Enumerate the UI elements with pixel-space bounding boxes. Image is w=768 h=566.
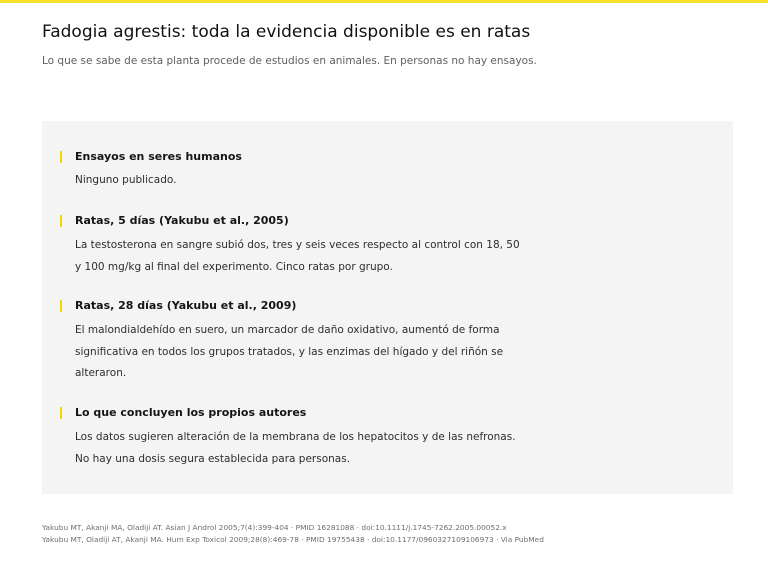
section-body: La testosterona en sangre subió dos, tres y seis veces respecto al control con 18, 50 y 100 mg/kg al final del experimento. Cinco ratas por grupo.: [75, 239, 520, 273]
section-rats-28-days: [60, 298, 520, 385]
section-human-trials: [60, 149, 520, 192]
section-heading: [60, 213, 520, 229]
accent-marker: [60, 407, 62, 419]
accent-marker: [60, 300, 62, 312]
evidence-panel: [42, 121, 733, 494]
section-heading-text: Ensayos en seres humanos: [75, 150, 242, 163]
section-heading: [60, 405, 520, 421]
section-heading-text: Lo que concluyen los propios autores: [75, 406, 307, 419]
section-heading: [60, 149, 520, 165]
accent-marker: [60, 151, 62, 163]
references: [42, 522, 742, 546]
reference-item: Yakubu MT, Akanji MA, Oladiji AT. Asian J Androl 2005;7(4):399-404 · PMID 16281088 · doi:10.1111/j.1745-7262.2005.00052.x: [42, 523, 507, 532]
page-title: Fadogia agrestis: toda la evidencia disponible es en ratas: [42, 22, 531, 42]
section-body: Los datos sugieren alteración de la membrana de los hepatocitos y de las nefronas. No hay una dosis segura establecida para personas.: [75, 431, 516, 465]
section-body: El malondialdehído en suero, un marcador de daño oxidativo, aumentó de forma significativa en todos los grupos tratados, y las enzimas del hígado y del riñón se alteraron.: [75, 324, 504, 379]
section-heading-text: Ratas, 28 días (Yakubu et al., 2009): [75, 299, 297, 312]
section-rats-5-days: [60, 213, 520, 278]
page-subtitle: Lo que se sabe de esta planta procede de estudios en animales. En personas no hay ensayos.: [42, 55, 537, 67]
section-heading-text: Ratas, 5 días (Yakubu et al., 2005): [75, 214, 289, 227]
reference-item: Yakubu MT, Oladiji AT, Akanji MA. Hum Exp Toxicol 2009;28(8):469-78 · PMID 19755438 · doi:10.1177/0960327109106973 · Via PubMed: [42, 535, 544, 544]
section-body: Ninguno publicado.: [75, 174, 177, 186]
page-header: [42, 20, 732, 69]
top-accent-bar: [0, 0, 768, 3]
section-authors-conclusion: [60, 405, 520, 470]
accent-marker: [60, 215, 62, 227]
section-heading: [60, 298, 520, 314]
